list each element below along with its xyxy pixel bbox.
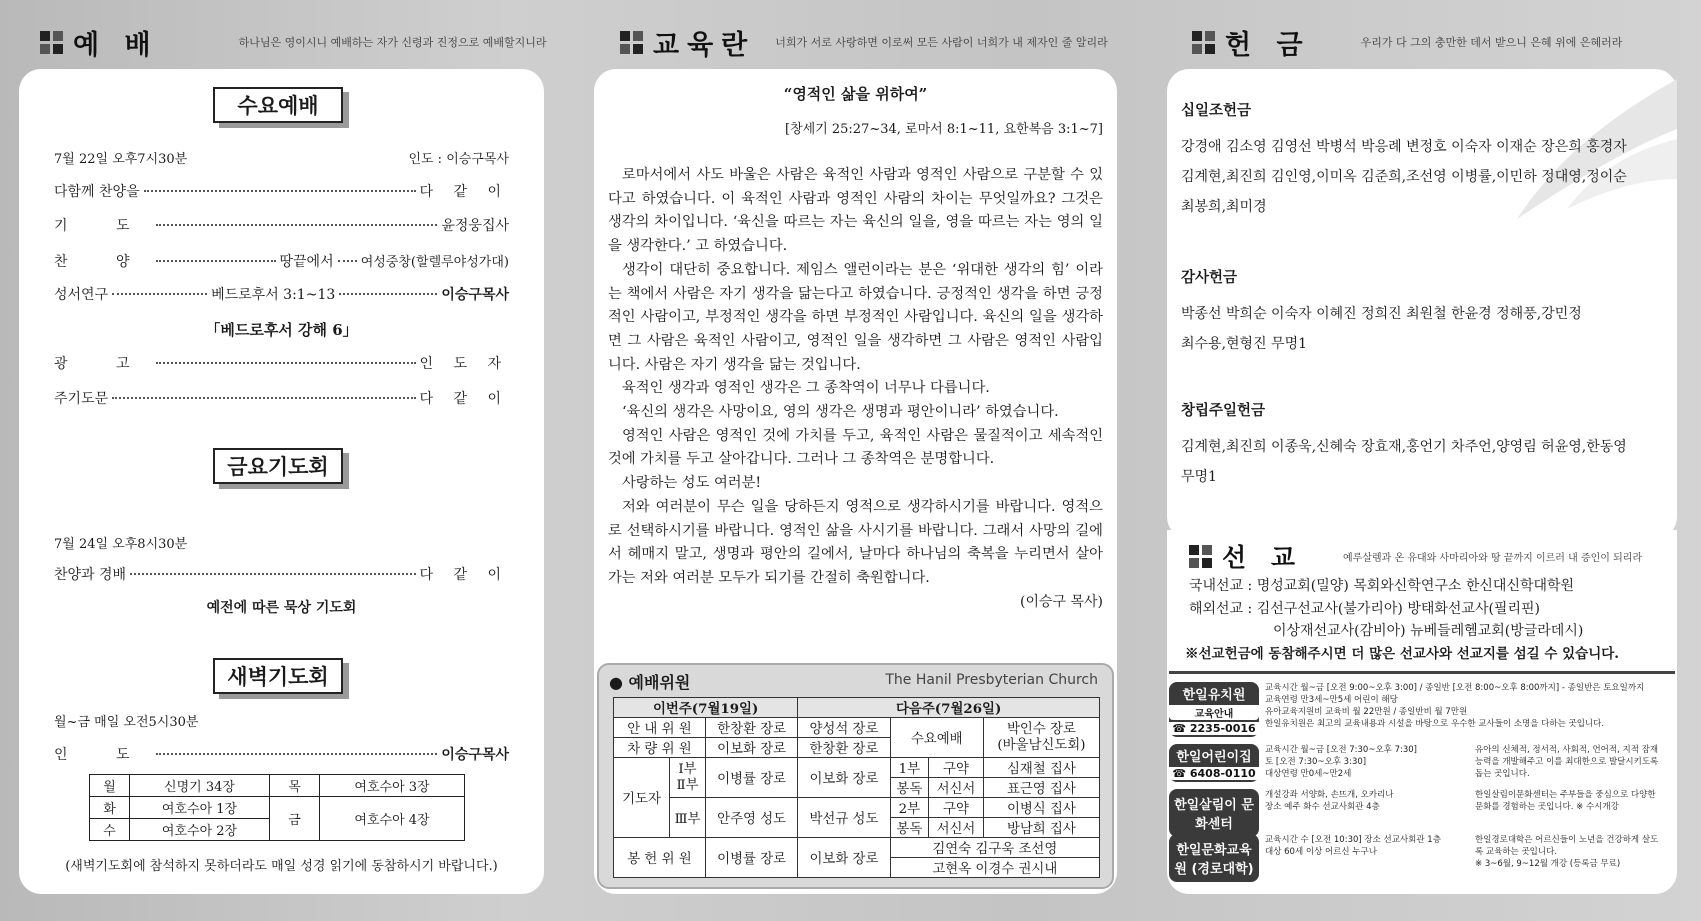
reading-day: 화: [90, 797, 130, 819]
program-item: 광 고: [54, 356, 152, 372]
institution-info: 교육시간 월~금 [오전 7:30~오후 7:30] 토 [오전 7:30~오후 3:30] 대상연령 만0세~만2세: [1265, 745, 1417, 779]
worship-header: [40, 22, 546, 62]
role-label: 차 량 위 원: [614, 738, 706, 758]
role-person: 한창환 장로: [798, 738, 890, 758]
role-person: 이보화 장로: [706, 738, 798, 758]
reading-part: 2부: [890, 798, 929, 818]
this-week-header: 이번주(7월19일): [614, 698, 798, 718]
article-author: (이승구 목사): [1020, 593, 1103, 610]
article-paragraph: 영적인 사람은 영적인 것에 가치를 두고, 육적인 사람은 물질적이고 세속적인 것에 가치를 두고 살아갑니다. 그러나 그 종착역은 분명합니다.: [608, 427, 1103, 468]
role-person: 이보화 장로: [798, 758, 890, 798]
mission-overseas: 이상재선교사(감비아) 뉴베들레헴교회(방글라데시): [1273, 623, 1584, 639]
role-person: 이보화 장로: [798, 838, 890, 878]
reading-text: 신명기 34장: [130, 775, 270, 797]
program-row: [54, 215, 509, 235]
program-row: [54, 353, 509, 373]
tithe-names: 강경애 김소영 김영선 박병석 박응례 변정호 이숙자 이재순 장은희 홍경자: [1181, 139, 1627, 155]
section-subtitle: 우리가 다 그의 충만한 데서 받으니 은혜 위에 은혜러라: [1360, 36, 1623, 49]
reading-text: 여호수아 2장: [130, 819, 270, 841]
program-person: 여성중창(할렐루야성가대): [360, 255, 509, 270]
program-item: 다함께 찬양을: [54, 184, 140, 200]
section-square-icon: [620, 31, 643, 54]
program-person: 이승구목사: [441, 747, 509, 763]
role-label: 기도자: [614, 758, 670, 838]
section-square-icon: [1189, 545, 1212, 568]
article-title: “영적인 삶을 위하여”: [783, 85, 928, 103]
program-scripture: 베드로후서 3:1~13: [211, 287, 336, 303]
program-person: 다 같 이: [419, 184, 509, 200]
friday-title: 금요기도회: [213, 448, 343, 484]
institution-name: 한일문화교육원 (경로대학): [1169, 834, 1259, 882]
institution-info: 교육시간 월~금 [오전 9:00~오후 3:00] / 종일반 [오전 8:00~오후 8:00까지] - 종일반은 토요일까지 교육연령 만3세~만5세 어린이 해당 유아교육지원비 교육비 월 22만원 / 종일반비 월 7만원 한일유치원은 최고의 교육내용과 시설을 바탕으로 우수한 교사들이 소명을 다하는 곳입니다.: [1265, 683, 1645, 729]
wednesday-title: 수요예배: [213, 87, 343, 123]
committee-box: [597, 663, 1114, 889]
part-1: Ⅰ부: [678, 761, 697, 777]
reading-type: 구약: [929, 758, 984, 778]
reading-part: 봉독: [890, 778, 929, 798]
reading-part: 1부: [890, 758, 929, 778]
role-person: 이병식 집사: [983, 798, 1099, 818]
institution-desc: 한일경로대학은 어르신들이 노년을 건강하게 살도록 교육하는 곳입니다. ※ 3~6월, 9~12월 개강 (등록금 무료): [1475, 835, 1659, 869]
committee-title: ● 예배위원: [609, 673, 691, 692]
program-title: 땅끝에서: [279, 254, 334, 270]
program-item: 찬양과 경배: [54, 567, 127, 583]
founding-names: 김계현,최진희 이종욱,신혜숙 장효재,홍언기 차주언,양영림 허윤영,한동영: [1181, 439, 1627, 455]
article-paragraph: ‘육신의 생각은 사망이요, 영의 생각은 생명과 평안이니라’ 하였습니다.: [622, 404, 1059, 421]
reading-day: 월: [90, 775, 130, 797]
article-paragraph: 사랑하는 성도 여러분!: [622, 475, 762, 492]
thanks-title: 감사헌금: [1181, 269, 1238, 286]
founding-section: [1181, 399, 1667, 492]
role-person: 안주영 성도: [706, 798, 798, 838]
role-person: 심재철 집사: [983, 758, 1099, 778]
mission-panel: [1167, 530, 1677, 894]
mission-list: [1185, 575, 1671, 665]
reading-day: 목: [270, 775, 320, 797]
friday-date: [54, 533, 509, 552]
dawn-date: [54, 711, 509, 730]
institution-sub: 교육안내: [1169, 705, 1259, 720]
program-row: [54, 251, 509, 271]
mission-overseas: 해외선교 : 김선구선교사(불가리아) 방태화선교사(필리핀): [1189, 600, 1540, 617]
tithe-names: 김계현,최진희 김인영,이미옥 김준희,조선영 이병률,이민하 정대영,정이순: [1181, 169, 1627, 185]
institution-desc: 한일살림이문화센터는 주부들을 중심으로 다양한 문화를 경험하는 곳입니다. ※ 수시개강: [1475, 790, 1656, 812]
dawn-title: 새벽기도회: [213, 658, 343, 694]
role-person: 이병률 장로: [706, 838, 798, 878]
mission-notice: ※선교헌금에 동참해주시면 더 많은 선교사와 선교지를 섬길 수 있습니다.: [1185, 645, 1619, 662]
church-name: The Hanil Presbyterian Church: [885, 672, 1098, 688]
part-2: Ⅱ부: [676, 777, 699, 793]
institution-name: 한일살림이 문화센터: [1169, 789, 1259, 837]
institutions: [1169, 671, 1675, 889]
part-label: [670, 758, 706, 798]
program-row: [54, 744, 509, 764]
institution-info: 개설강좌 서양화, 손뜨개, 오카리나 장소 예주 화수 선교사회관 4층: [1265, 790, 1394, 812]
next-week-header: 다음주(7월26일): [798, 698, 1100, 718]
offering-panel: [1167, 69, 1677, 539]
wednesday-date-row: [54, 148, 509, 167]
role-label: 안 내 위 원: [614, 718, 706, 738]
reading-type: 서신서: [929, 778, 984, 798]
program-person: 윤정웅집사: [441, 218, 509, 234]
institution-name: 한일유치원: [1182, 688, 1246, 703]
institution-phone: ☎ 2235-0016: [1169, 722, 1259, 735]
role-person: 방남희 집사: [983, 818, 1099, 838]
section-square-icon: [1192, 31, 1215, 54]
institution-info: 교육시간 수 [오전 10:30] 장소 선교사회관 1층 대상 60세 이상 어르신 누구나: [1265, 835, 1441, 857]
institution-badge: [1169, 682, 1259, 737]
program-item: 찬 양: [54, 254, 152, 270]
role-person: 한창환 장로: [706, 718, 798, 738]
wed-leader: [983, 718, 1099, 758]
institution-badge: [1169, 744, 1259, 782]
article-paragraph: 생각이 대단히 중요합니다. 제임스 앨런이라는 분은 ‘위대한 생각의 힘’ 이라는 책에서 사람은 자기 생각을 닮는다고 하였습니다. 긍정적인 생각을 하면 긍정적인 사람이고, 부정적인 생각을 하면 부정적인 사람입니다. 육신의 일을 생각하면 그 사람은 육적인 사람이고, 영적인 일을 생각하면 그 사람은 영적인 사람입니다. 사람은 자기 생각을 닮는 것입니다.: [608, 261, 1103, 373]
role-label: 수요예배: [890, 718, 983, 758]
program-row: [54, 388, 509, 408]
worship-column: [0, 0, 560, 921]
institution-phone: ☎ 6408-0110: [1169, 767, 1259, 780]
reading-type: 서신서: [929, 818, 984, 838]
section-subtitle: 예루살렘과 온 유대와 사마리아와 땅 끝까지 이르러 내 증인이 되리라: [1343, 552, 1643, 564]
program-person: 다 같 이: [419, 391, 509, 407]
reading-text: 여호수아 1장: [130, 797, 270, 819]
dawn-date-text: 월~금 매일 오전5시30분: [54, 715, 199, 730]
program-item: 인 도: [54, 747, 152, 763]
offering-column: [1150, 0, 1701, 921]
institution-culture-center: [1169, 789, 1675, 837]
program-person: 다 같 이: [419, 567, 509, 583]
reading-part: 봉독: [890, 818, 929, 838]
section-title: 선 교: [1222, 543, 1304, 572]
program-row: [54, 284, 509, 304]
committee-table: [613, 697, 1100, 878]
program-row: [54, 564, 509, 584]
program-item: 주기도문: [54, 391, 109, 407]
reading-text: 여호수아 4장: [320, 797, 465, 841]
section-square-icon: [40, 31, 63, 54]
wednesday-leader: 인도 : 이승구목사: [408, 152, 509, 167]
reading-type: 구약: [929, 798, 984, 818]
program-person: 이승구목사: [441, 287, 509, 303]
section-subtitle: 하나님은 영이시니 예배하는 자가 신령과 진정으로 예배할지니라: [238, 36, 547, 49]
wednesday-date: 7월 22일 오후7시30분: [54, 152, 188, 167]
role-label: 봉 헌 위 원: [614, 838, 706, 878]
institution-desc: 유아의 신체적, 정서적, 사회적, 언어적, 지적 잠재능력을 개발해주고 이를 최대한으로 발달시키도록 돕는 곳입니다.: [1475, 745, 1659, 779]
wed-leader-name: 박인수 장로: [1006, 721, 1076, 737]
founding-names: 무명1: [1181, 469, 1217, 485]
reading-text: 여호수아 3장: [320, 775, 465, 797]
education-header: [620, 22, 1108, 62]
dawn-note: (새벽기도회에 참석하지 못하더라도 매일 성경 읽기에 동참하시기 바랍니다.): [65, 859, 498, 874]
mission-domestic: 국내선교 : 명성교회(밀양) 목회와신학연구소 한신대신학대학원: [1189, 578, 1575, 594]
sermon-title: 「베드로후서 강해 6」: [205, 321, 358, 339]
dawn-reading-table: [89, 774, 465, 841]
program-person: 인 도 자: [419, 356, 509, 372]
friday-note: 예전에 따른 묵상 기도회: [206, 600, 357, 616]
offering-names: 김연숙 김구욱 조선영: [890, 838, 1099, 858]
thanks-names: 최수용,현형진 무명1: [1181, 336, 1307, 352]
article-paragraph: 로마서에서 사도 바울은 사람은 육적인 사람과 영적인 사람으로 구분할 수 있다고 하였습니다. 이 육적인 사람과 영적인 사람의 차이는 무엇일까요? 그것은 생각의 차이입니다. ‘육신을 따르는 자는 육신의 일을, 영을 따르는 자는 영의 일을 생각한다.’ 고 하였습니다.: [608, 167, 1103, 255]
tithe-section: [1181, 99, 1667, 222]
institution-daycare: [1169, 744, 1675, 782]
founding-title: 창립주일헌금: [1181, 402, 1266, 419]
institution-senior-college: [1169, 834, 1675, 882]
worship-panel: [19, 69, 544, 894]
role-person: 이병률 장로: [706, 758, 798, 798]
friday-date-text: 7월 24일 오후8시30분: [54, 537, 188, 552]
tithe-title: 십일조헌금: [1181, 102, 1252, 119]
article-paragraph: 육적인 생각과 영적인 생각은 그 종착역이 너무나 다릅니다.: [622, 380, 990, 397]
article-body: [608, 164, 1103, 613]
program-item: 성서연구: [54, 287, 109, 303]
program-row: [54, 181, 509, 201]
role-person: 양성석 장로: [798, 718, 890, 738]
section-subtitle: 너희가 서로 사랑하면 이로써 모든 사람이 너희가 내 제자인 줄 알리라: [775, 36, 1108, 49]
offering-header: [1192, 22, 1622, 62]
role-person: 박선규 성도: [798, 798, 890, 838]
role-person: 표근영 집사: [983, 778, 1099, 798]
reading-day: 수: [90, 819, 130, 841]
article-reference: [창세기 25:27~34, 로마서 8:1~11, 요한복음 3:1~7]: [785, 122, 1103, 137]
wed-leader-group: (바울남신도회): [997, 737, 1086, 753]
education-column: [580, 0, 1140, 921]
education-panel: [594, 69, 1117, 894]
section-title: 예 배: [73, 29, 159, 61]
article-paragraph: 저와 여러분이 무슨 일을 당하든지 영적으로 생각하시기를 바랍니다. 영적으로 선택하시기를 바랍니다. 영적인 삶을 사시기를 바랍니다. 그래서 사망의 길에서 헤매지 말고, 생명과 평안의 길에서, 날마다 하나님의 축복을 누리면서 살아가는 저와 여러분 모두가 되기를 간절히 축원합니다.: [608, 498, 1103, 586]
section-title: 헌 금: [1225, 29, 1311, 61]
offering-names: 고현옥 이경수 권시내: [890, 858, 1099, 878]
part-3: Ⅲ부: [670, 798, 706, 838]
tithe-names: 최봉희,최미경: [1181, 199, 1267, 215]
section-title: 교육란: [653, 29, 756, 61]
thanks-section: [1181, 266, 1667, 359]
reading-day: 금: [270, 797, 320, 841]
thanks-names: 박종선 박희순 이숙자 이혜진 정희진 최원철 한윤경 정해풍,강민정: [1181, 306, 1582, 322]
institution-kindergarten: [1169, 682, 1675, 737]
mission-header: [1189, 536, 1642, 576]
institution-name: 한일어린이집: [1176, 750, 1252, 765]
program-item: 기 도: [54, 218, 152, 234]
